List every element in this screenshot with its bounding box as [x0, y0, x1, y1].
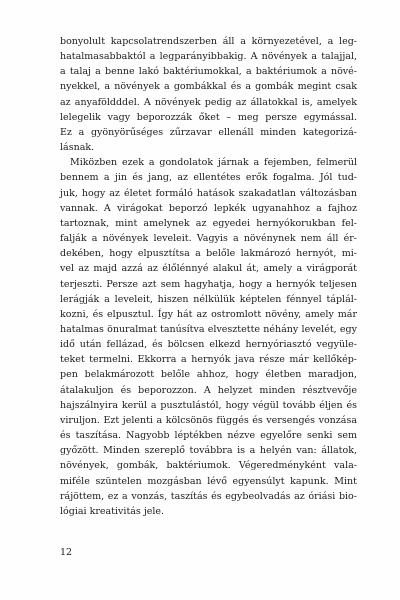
text-line: lásnak. [60, 142, 95, 154]
text-line: juk, hogy az életet formáló hatások szakadatlan változásban [60, 187, 357, 199]
text-line: nyekkel, a növények a gombákkal és a gombák megint csak [60, 81, 357, 93]
text-line: lelegelik vagy beporozzák őket – meg persze egymással. [60, 111, 357, 123]
text-line: falják a növények leveleit. Vagyis a növénynek nem áll ér- [60, 233, 357, 245]
text-line: Ez a gyönyörűséges zűrzavar ellenáll minden kategorizá- [60, 126, 357, 138]
text-line: lógiai kreativitás jele. [60, 505, 165, 517]
text-line: növények, gombák, baktériumok. Végeredményként vala- [60, 460, 357, 472]
text-line: rájöttem, ez a vonzás, taszítás és egybeolvadás az óriási bio- [60, 490, 357, 502]
text-line: átalakuljon és beporozzon. A helyzet minden résztvevője [60, 384, 357, 396]
text-line: hajszálnyira kerül a pusztulástól, hogy végül tovább éljen és [60, 399, 357, 411]
text-line: tartoznak, mint amelynek az egyedei hernyókorukban fel- [60, 217, 357, 229]
body-text [60, 34, 357, 519]
text-line: kozni, és elpusztul. Így hát az ostromlott növény, amely már [60, 308, 357, 320]
text-line: a talaj a benne lakó baktériumokkal, a baktériumok a növé- [60, 66, 357, 78]
text-line: lerágják a leveleit, hiszen nélkülük képtelen fénnyel táplál- [60, 293, 357, 305]
text-line: bonyolult kapcsolatrendszerben áll a környezetével, a leg- [60, 36, 357, 47]
text-line: és taszítása. Nagyobb léptékben nézve egyelőre senki sem [60, 430, 357, 442]
text-line: Miközben ezek a gondolatok járnak a fejemben, felmerül [70, 157, 357, 169]
text-line: pen belakmározott belőle ahhoz, hogy életben maradjon, [60, 369, 357, 381]
text-line: győzött. Minden szereplő továbbra is a helyén van: állatok, [60, 445, 357, 457]
page-number: 12 [60, 547, 73, 558]
text-line: hatalmasabbaktól a legparányibbakig. A növények a talajjal, [60, 51, 357, 63]
paragraph-1 [60, 34, 357, 155]
text-line: viruljon. Ezt jelenti a kölcsönös függés és versengés vonzása [60, 414, 357, 426]
text-line: idő után fellázad, és bölcsen elkezd hernyóriasztó vegyüle- [60, 339, 357, 351]
text-line: bennem a jin és jang, az ellentétes erők fogalma. Jól tud- [60, 172, 357, 184]
text-line: vel az majd azzá az élőlénnyé alakul át, amely a virágporát [60, 263, 357, 275]
text-line: miféle szüntelen mozgásban lévő egyensúlyt kapunk. Mint [60, 475, 357, 487]
paragraph-2 [60, 155, 357, 519]
text-line: vannak. A virágokat beporzó lepkék ugyanahhoz a fajhoz [60, 202, 357, 214]
text-line: teket termelni. Ekkorra a hernyók java része már kellőkép- [60, 354, 357, 366]
text-line: hatalmas önuralmat tanúsítva elvesztette néhány levelét, egy [60, 323, 357, 335]
text-line: dekében, hogy elpusztítsa a belőle lakmározó hernyót, mi- [60, 248, 357, 260]
text-line: terjeszti. Persze azt sem hagyhatja, hogy a hernyók teljesen [60, 278, 357, 290]
text-line: az anyaföldddel. A növények pedig az állatokkal is, amelyek [60, 96, 357, 108]
